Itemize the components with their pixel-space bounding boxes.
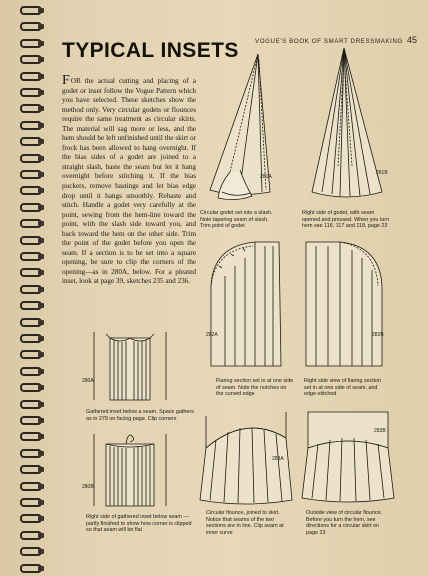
binding-ring [18, 268, 44, 277]
figure-label: 283B [374, 428, 386, 434]
punch-hole [38, 90, 44, 95]
punch-hole [38, 549, 44, 554]
caption-283b: Outside view of circular flounce. Before you turn the hem, see directions for a circular skirt on page 23 [306, 510, 383, 536]
punch-hole [38, 24, 44, 29]
figure-280a [80, 330, 180, 402]
binding-ring [18, 301, 44, 310]
punch-hole [38, 566, 44, 571]
punch-hole [38, 57, 44, 62]
caption-282b: Right side view of flaring section set in at one side of seam, and edge-stitched [304, 378, 382, 398]
punch-hole [38, 484, 44, 489]
punch-hole [38, 74, 44, 79]
punch-hole [38, 106, 44, 111]
punch-hole [38, 467, 44, 472]
punch-hole [38, 172, 44, 177]
binding-ring [18, 170, 44, 179]
punch-hole [38, 352, 44, 357]
figure-label: 280B [82, 484, 94, 490]
punch-hole [38, 270, 44, 275]
body-text [62, 73, 196, 286]
figure-281b [302, 46, 396, 206]
binding-ring [18, 367, 44, 376]
binding-ring [18, 449, 44, 458]
binding-ring [18, 72, 44, 81]
flaring-right-side-illustration [300, 236, 390, 371]
binding-ring [18, 236, 44, 245]
caption-281b: Right side of godet, with seam opened and pressed. When you turn hem see 116, 117 and 118, page 23 [302, 210, 390, 230]
figure-281a [200, 52, 284, 202]
figure-283a [196, 408, 296, 508]
punch-hole [38, 205, 44, 210]
godet-right-side-illustration [302, 46, 396, 206]
binding-ring [18, 318, 44, 327]
circular-flounce-outside-illustration [300, 408, 396, 504]
punch-hole [38, 533, 44, 538]
figure-label: 280A [82, 378, 94, 384]
punch-hole [38, 418, 44, 423]
binding-ring [18, 514, 44, 523]
binding-ring [18, 400, 44, 409]
binding-ring [18, 121, 44, 130]
punch-hole [38, 156, 44, 161]
punch-hole [38, 8, 44, 13]
page-number: 45 [406, 35, 417, 45]
punch-hole [38, 303, 44, 308]
punch-hole [38, 516, 44, 521]
figure-283b [300, 408, 396, 504]
punch-hole [38, 402, 44, 407]
punch-hole [38, 123, 44, 128]
drop-cap: F [62, 73, 70, 88]
binding-ring [18, 482, 44, 491]
punch-hole [38, 254, 44, 259]
figure-label: 282A [206, 332, 218, 338]
binding-ring [18, 55, 44, 64]
binding-ring [18, 252, 44, 261]
caption-280b: Right side of gathered inset below seam —partly finished to show how corner is clipped so that seam will be flat [86, 514, 192, 534]
binding-ring [18, 531, 44, 540]
binding-ring [18, 350, 44, 359]
binding-ring [18, 383, 44, 392]
figure-label: 281B [376, 170, 388, 176]
binding-ring [18, 88, 44, 97]
binding-ring [18, 104, 44, 113]
punch-hole [38, 369, 44, 374]
binding-ring [18, 39, 44, 48]
caption-280a: Gathered inset below a seam. Space gathers as in 279 on facing page. Clip corners [86, 409, 194, 422]
figure-282a [205, 236, 285, 371]
binding-ring [18, 154, 44, 163]
punch-hole [38, 238, 44, 243]
punch-hole [38, 336, 44, 341]
binding-ring [18, 219, 44, 228]
gathered-inset-right-side-illustration [80, 430, 180, 508]
punch-hole [38, 221, 44, 226]
binding-ring [18, 334, 44, 343]
binding-ring [18, 465, 44, 474]
figure-282b [300, 236, 390, 371]
page-title: TYPICAL INSETS [62, 39, 239, 62]
figure-280b [80, 430, 180, 508]
binding-ring [18, 186, 44, 195]
punch-hole [38, 320, 44, 325]
binding-ring [18, 285, 44, 294]
punch-hole [38, 434, 44, 439]
binding-ring [18, 137, 44, 146]
punch-hole [38, 41, 44, 46]
binding-ring [18, 547, 44, 556]
punch-hole [38, 188, 44, 193]
running-head [255, 35, 417, 45]
punch-hole [38, 385, 44, 390]
figure-label: 282B [372, 332, 384, 338]
binding-ring [18, 6, 44, 15]
caption-282a: Flaring section set in at one side of seam. Note the notches on the curved edge [216, 378, 294, 398]
caption-281a: Circular godet set into a slash. Note tapering seam of slash. Trim point of godet [200, 210, 273, 230]
body-paragraph: OR the actual cutting and placing of a godet or inset follow the Vogue Pattern which you have selected. These sketches show the method only. Very circular godets or flounces require the same treatment as circular skirts. The material will sag more or less, and the hem should be left unfinished until the skirt or frock has been allowed to hang overnight. If the bias sides of a godet are joined to a straight slash, baste the seam but let it hang overnight before stitching it. If the bias puckers, remove bastings and let bias edge drop until it hangs smoothly. Rebaste and stitch. Handle a godet very carefully at the point, sewing from the hem-line toward the point, with the slash side toward you, and back toward the hem on the other side. Trim the point of the godet before you open the seam. If a section is to be set into a square opening, be sure to clip the corners of the opening—as in 280A, below. For a pleated inset, look at page 39, sketches 235 and 236. [62, 76, 196, 286]
spiral-binding [18, 6, 44, 572]
figure-label: 281A [260, 174, 272, 180]
gathered-inset-illustration [80, 330, 180, 402]
figure-label: 283A [272, 456, 284, 462]
caption-283a: Circular flounce, joined to skirt. Notice that seams of the two sections are in line. Clip seam at inner curve [206, 510, 284, 536]
binding-ring [18, 432, 44, 441]
binding-ring [18, 498, 44, 507]
punch-hole [38, 287, 44, 292]
punch-hole [38, 451, 44, 456]
book-title: VOGUE'S BOOK OF SMART DRESSMAKING [255, 38, 403, 45]
binding-ring [18, 22, 44, 31]
punch-hole [38, 500, 44, 505]
flaring-section-illustration [205, 236, 285, 371]
binding-ring [18, 203, 44, 212]
punch-hole [38, 139, 44, 144]
binding-ring [18, 416, 44, 425]
binding-ring [18, 564, 44, 573]
